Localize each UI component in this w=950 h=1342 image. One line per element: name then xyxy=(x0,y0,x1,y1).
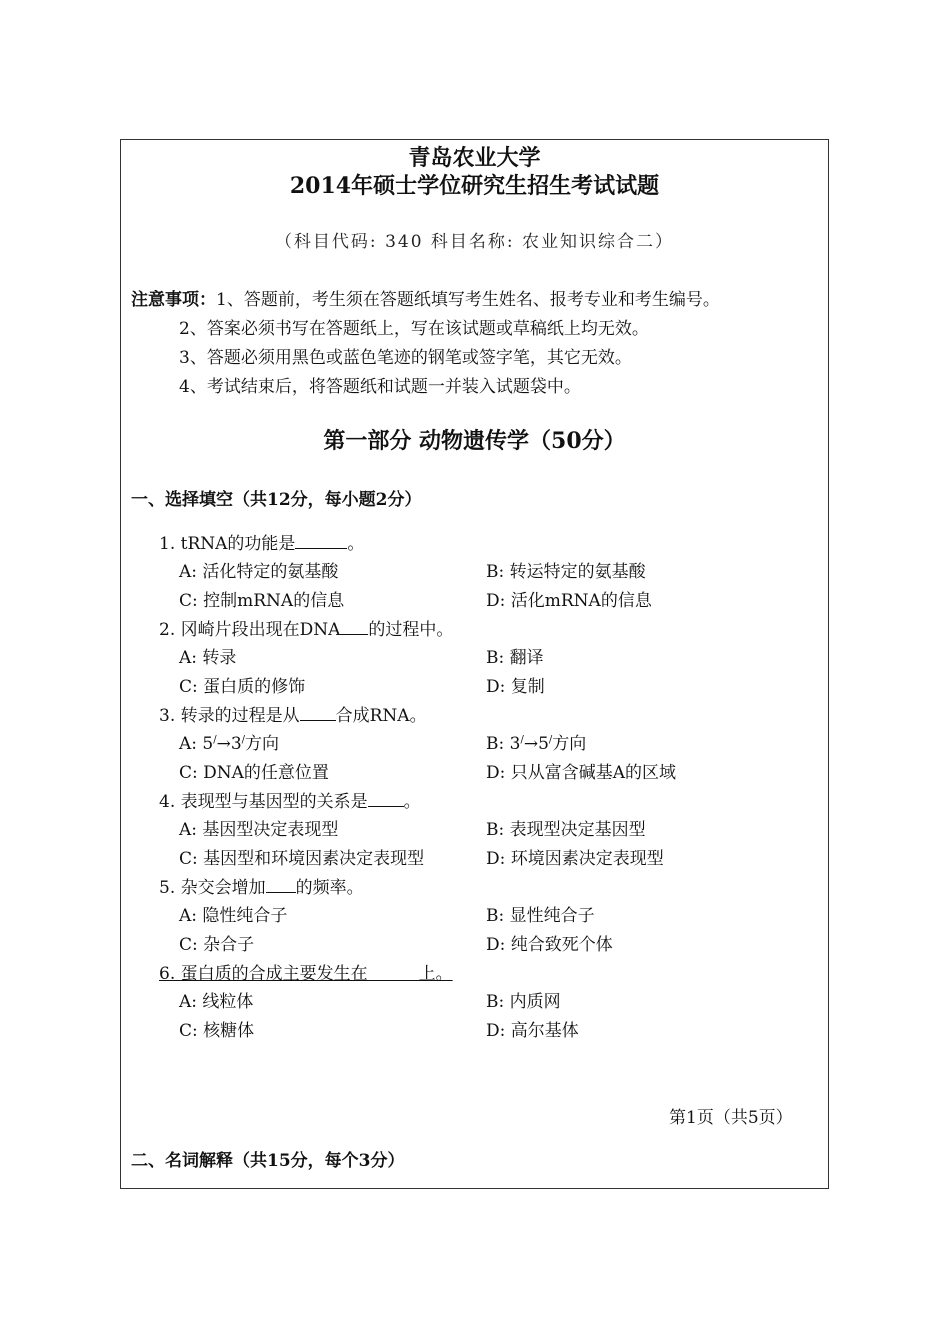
question-4-option-d: D: 环境因素决定表现型 xyxy=(486,849,664,869)
question-2-option-a: A: 转录 xyxy=(179,648,237,668)
notes-line-1 xyxy=(131,288,720,312)
question-2-option-b: B: 翻译 xyxy=(486,648,544,668)
answer-blank xyxy=(266,876,296,893)
subject-info: （科目代码: 340 科目名称: 农业知识综合二） xyxy=(274,232,675,252)
question-4-option-a: A: 基因型决定表现型 xyxy=(179,820,339,840)
question-3-option-d: D: 只从富含碱基A的区域 xyxy=(486,763,677,783)
question-5-stem: 5. 杂交会增加 的频率。 xyxy=(159,878,364,898)
note-item: 2、答案必须书写在答题纸上，写在该试题或草稿纸上均无效。 xyxy=(179,319,649,339)
question-3-option-c: C: DNA的任意位置 xyxy=(179,763,329,783)
question-1-stem: 1. tRNA的功能是 。 xyxy=(159,534,365,554)
question-4-option-c: C: 基因型和环境因素决定表现型 xyxy=(179,849,425,869)
page-footer: 第1页（共5页） xyxy=(669,1108,793,1128)
question-5-option-b: B: 显性纯合子 xyxy=(486,906,595,926)
question-6-option-a: A: 线粒体 xyxy=(179,992,254,1012)
question-5-option-c: C: 杂合子 xyxy=(179,935,255,955)
exam-page-frame xyxy=(120,139,829,1189)
section1-title: 一、选择填空（共12分，每小题2分） xyxy=(131,490,422,510)
question-4-stem: 4. 表现型与基因型的关系是 。 xyxy=(159,792,421,812)
question-1-option-a: A: 活化特定的氨基酸 xyxy=(179,562,339,582)
question-2-option-d: D: 复制 xyxy=(486,677,545,697)
answer-blank xyxy=(368,790,404,807)
answer-blank xyxy=(340,618,368,635)
question-5-option-d: D: 纯合致死个体 xyxy=(486,935,613,955)
note-item: 3、答题必须用黑色或蓝色笔迹的钢笔或签字笔，其它无效。 xyxy=(179,348,632,368)
note-item: 1、答题前，考生须在答题纸填写考生姓名、报考专业和考生编号。 xyxy=(216,290,720,310)
notes-label: 注意事项： xyxy=(131,290,216,310)
question-6-option-c: C: 核糖体 xyxy=(179,1021,255,1041)
question-6-option-b: B: 内质网 xyxy=(486,992,561,1012)
answer-blank xyxy=(295,532,347,549)
note-item: 4、考试结束后，将答题纸和试题一并装入试题袋中。 xyxy=(179,377,581,397)
question-3-stem: 3. 转录的过程是从 合成RNA。 xyxy=(159,706,427,726)
question-6-option-d: D: 高尔基体 xyxy=(486,1021,579,1041)
answer-blank xyxy=(300,704,336,721)
question-2-stem: 2. 冈崎片段出现在DNA 的过程中。 xyxy=(159,620,454,640)
question-6-stem: 6. 蛋白质的合成主要发生在 上。 xyxy=(159,964,453,984)
question-1-option-c: C: 控制mRNA的信息 xyxy=(179,591,345,611)
question-5-option-a: A: 隐性纯合子 xyxy=(179,906,288,926)
question-4-option-b: B: 表现型决定基因型 xyxy=(486,820,646,840)
part1-title: 第一部分 动物遗传学（50分） xyxy=(323,428,626,454)
section2-title: 二、名词解释（共15分，每个3分） xyxy=(131,1151,405,1171)
question-3-option-a: A: 5/→3/方向 xyxy=(179,734,280,754)
question-1-option-b: B: 转运特定的氨基酸 xyxy=(486,562,646,582)
question-3-option-b: B: 3/→5/方向 xyxy=(486,734,587,754)
question-1-option-d: D: 活化mRNA的信息 xyxy=(486,591,652,611)
question-2-option-c: C: 蛋白质的修饰 xyxy=(179,677,306,697)
exam-title: 2014年硕士学位研究生招生考试试题 xyxy=(289,173,660,199)
university-name: 青岛农业大学 xyxy=(408,145,541,171)
